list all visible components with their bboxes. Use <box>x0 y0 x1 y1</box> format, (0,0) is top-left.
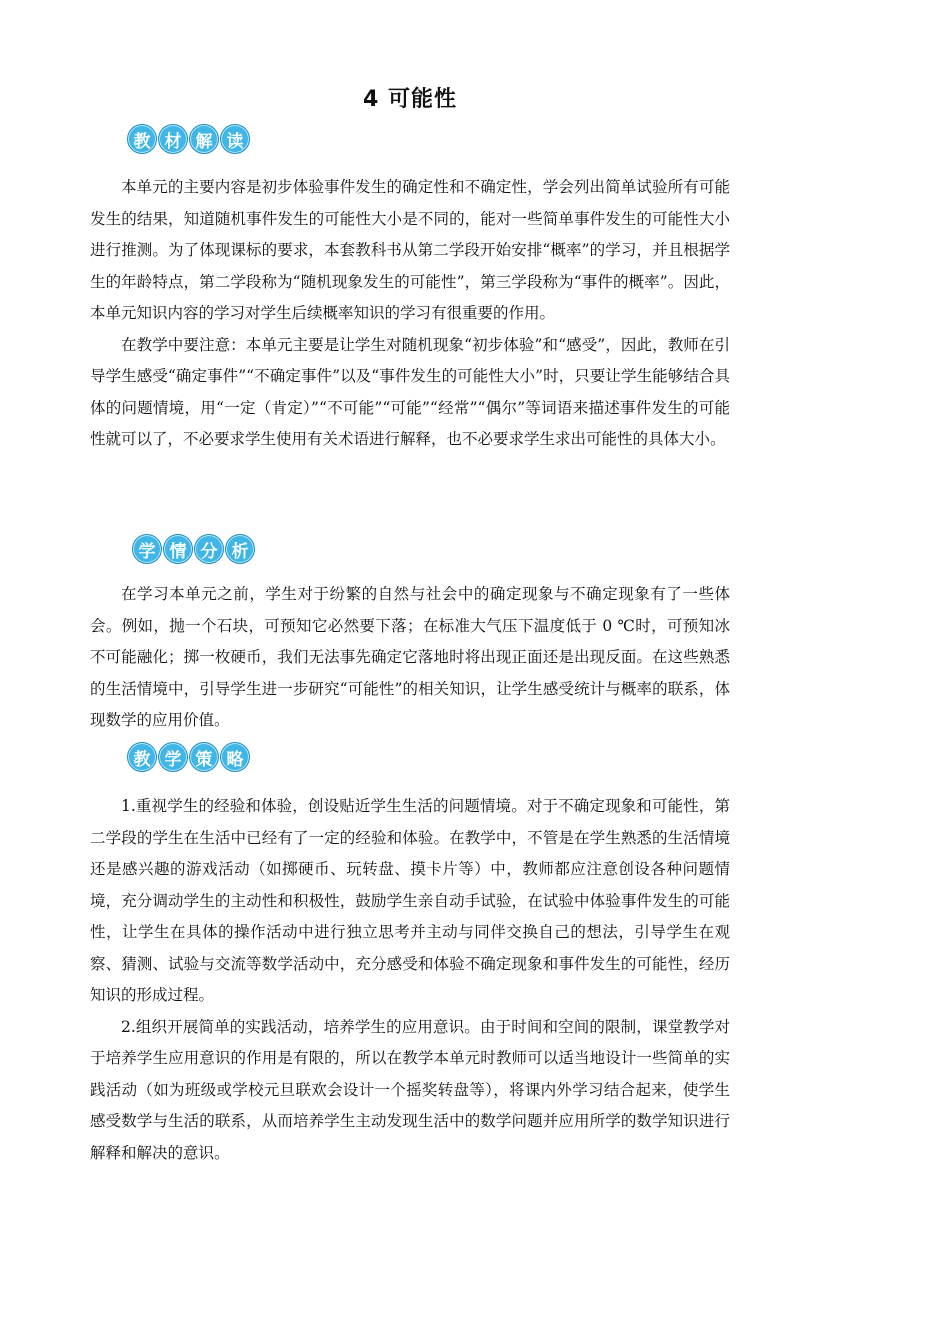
badge-char: 析 <box>225 534 255 564</box>
section-teaching-strategy <box>90 791 730 1169</box>
badge-char: 学 <box>132 534 162 564</box>
badge-char: 情 <box>163 534 193 564</box>
section-badge-textbook-reading <box>127 124 250 154</box>
badge-char: 材 <box>158 124 188 154</box>
paragraph: 本单元的主要内容是初步体验事件发生的确定性和不确定性，学会列出简单试验所有可能发生的结果，知道随机事件发生的可能性大小是不同的，能对一些简单事件发生的可能性大小进行推测。为了体现课标的要求，本套教科书从第二学段开始安排“概率”的学习，并且根据学生的年龄特点，第二学段称为“随机现象发生的可能性”，第三学段称为“事件的概率”。因此，本单元知识内容的学习对学生后续概率知识的学习有很重要的作用。 <box>90 178 730 322</box>
badge-char: 读 <box>220 124 250 154</box>
badge-char: 教 <box>127 124 157 154</box>
section-badge-student-analysis <box>132 534 255 564</box>
paragraph: 在学习本单元之前，学生对于纷繁的自然与社会中的确定现象与不确定现象有了一些体会。例如，抛一个石块，可预知它必然要下落；在标准大气压下温度低于 0 ℃时，可预知冰不可能融化；掷一枚硬币，我们无法事先确定它落地时将出现正面还是出现反面。在这些熟悉的生活情境中，引导学生进一步研究“可能性”的相关知识，让学生感受统计与概率的联系，体现数学的应用价值。 <box>90 585 730 729</box>
badge-char: 略 <box>220 742 250 772</box>
badge-char: 教 <box>127 742 157 772</box>
badge-char: 策 <box>189 742 219 772</box>
paragraph: 2.组织开展简单的实践活动，培养学生的应用意识。由于时间和空间的限制，课堂教学对于培养学生应用意识的作用是有限的，所以在教学本单元时教师可以适当地设计一些简单的实践活动（如为班级或学校元旦联欢会设计一个摇奖转盘等），将课内外学习结合起来，使学生感受数学与生活的联系，从而培养学生主动发现生活中的数学问题并应用所学的数学知识进行解释和解决的意识。 <box>90 1017 730 1162</box>
section-student-analysis <box>90 579 730 737</box>
section-badge-teaching-strategy <box>127 742 250 772</box>
paragraph: 1.重视学生的经验和体验，创设贴近学生生活的问题情境。对于不确定现象和可能性，第二学段的学生在生活中已经有了一定的经验和体验。在教学中，不管是在学生熟悉的生活情境还是感兴趣的游戏活动（如掷硬币、玩转盘、摸卡片等）中，教师都应注意创设各种问题情境，充分调动学生的主动性和积极性，鼓励学生亲自动手试验，在试验中体验事件发生的可能性，让学生在具体的操作活动中进行独立思考并主动与同伴交换自己的想法，引导学生在观察、猜测、试验与交流等数学活动中，充分感受和体验不确定现象和事件发生的可能性，经历知识的形成过程。 <box>90 797 730 1004</box>
badge-char: 学 <box>158 742 188 772</box>
badge-char: 解 <box>189 124 219 154</box>
badge-char: 分 <box>194 534 224 564</box>
paragraph: 在教学中要注意：本单元主要是让学生对随机现象“初步体验”和“感受”，因此，教师在引导学生感受“确定事件”“不确定事件”以及“事件发生的可能性大小”时，只要让学生能够结合具体的问题情境，用“一定（肯定）”“不可能”“可能”“经常”“偶尔”等词语来描述事件发生的可能性就可以了，不必要求学生使用有关术语进行解释，也不必要求学生求出可能性的具体大小。 <box>90 335 730 448</box>
page-title: 4 可能性 <box>363 87 457 112</box>
section-textbook-reading <box>90 172 730 456</box>
